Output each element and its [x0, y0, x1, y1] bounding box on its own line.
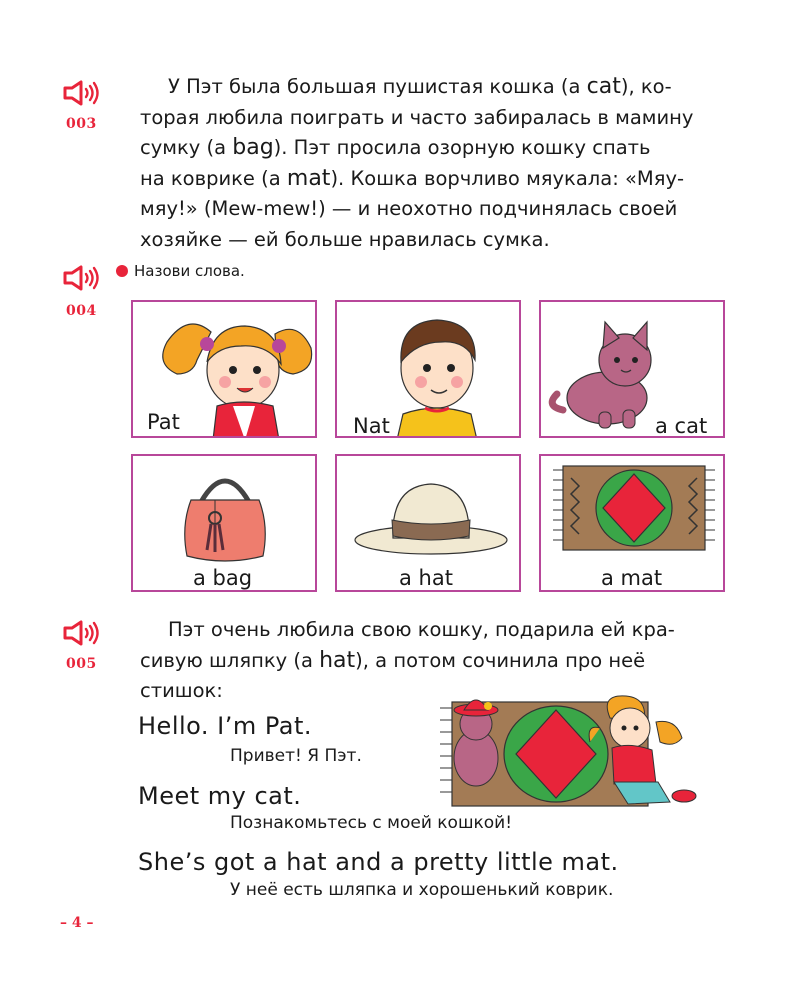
card-label: a mat — [601, 566, 663, 590]
track-number-004: 004 — [66, 303, 97, 319]
task-instruction: Назови слова. — [116, 262, 245, 280]
story-line: Пэт очень любила свою кошку, подарила ей кра- — [168, 618, 675, 641]
page-number: – 4 – — [60, 915, 94, 931]
card-label: a bag — [193, 566, 253, 590]
story-line: сумку (a bag). Пэт просила озорную кошку спать — [140, 135, 651, 160]
speaker-icon[interactable] — [62, 80, 106, 106]
track-number-005: 005 — [66, 656, 97, 672]
word-card-nat[interactable] — [335, 300, 521, 438]
track-number-003: 003 — [66, 116, 97, 132]
word-card-mat[interactable] — [539, 454, 725, 592]
card-label: Nat — [353, 414, 390, 438]
poem-line-ru: Познакомьтесь с моей кошкой! — [230, 813, 513, 833]
word-card-pat[interactable] — [131, 300, 317, 438]
story-paragraph-1 — [140, 72, 734, 255]
poem-line-en: She’s got a hat and a pretty little mat. — [138, 848, 619, 876]
bullet-dot-icon — [116, 265, 128, 277]
poem-line-en: Hello. I’m Pat. — [138, 712, 313, 740]
speaker-icon[interactable] — [62, 620, 106, 646]
poem-line-ru: У неё есть шляпка и хорошенький коврик. — [230, 880, 614, 900]
card-label: a hat — [399, 566, 453, 590]
card-label: a cat — [655, 414, 708, 438]
poem-line-ru: Привет! Я Пэт. — [230, 746, 362, 766]
story-line: на коврике (a mat). Кошка ворчливо мяукала: «Мяу- — [140, 165, 685, 191]
story-line: сивую шляпку (a hat), а потом сочинила про неё — [140, 647, 646, 673]
pat-cat-on-mat-illustration — [430, 688, 700, 814]
story-line: мяу!» (Mew-mew!) — и неохотно подчинялась своей — [140, 197, 678, 220]
story-line: торая любила поиграть и часто забиралась в мамину — [140, 105, 694, 129]
story-line: хозяйке — ей больше нравилась сумка. — [140, 227, 550, 251]
story-line: стишок: — [140, 679, 223, 702]
word-card-cat[interactable] — [539, 300, 725, 438]
card-label: Pat — [147, 410, 180, 434]
poem-line-en: Meet my cat. — [138, 782, 302, 810]
word-card-hat[interactable] — [335, 454, 521, 592]
word-card-bag[interactable] — [131, 454, 317, 592]
speaker-icon[interactable] — [62, 265, 106, 291]
story-line: У Пэт была большая пушистая кошка (a cat), ко- — [168, 74, 672, 99]
